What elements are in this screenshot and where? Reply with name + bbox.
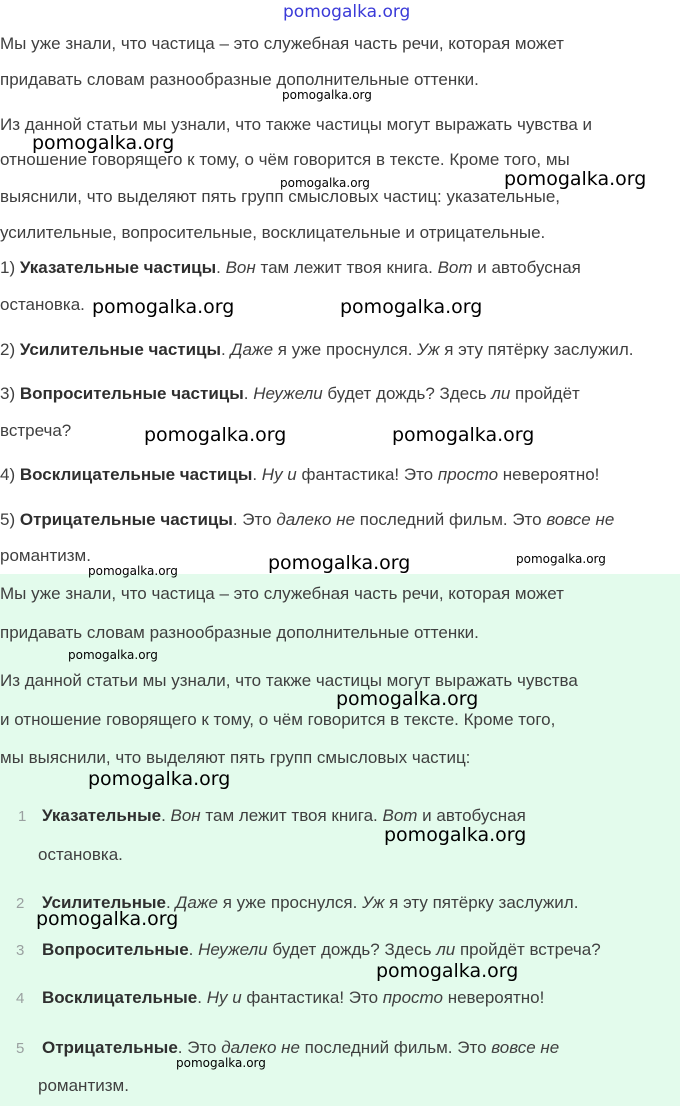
particle-example: Даже xyxy=(175,893,218,912)
watermark: pomogalka.org xyxy=(88,564,178,578)
s1-para1-line1: Мы уже знали, что частица – это служебная часть речи, которая может xyxy=(0,34,564,53)
item-title: Восклицательные xyxy=(42,988,198,1007)
item-title: Отрицательные частицы xyxy=(19,510,233,529)
particle-example: далеко не xyxy=(221,1038,300,1057)
s2-item-3-line1 xyxy=(42,940,601,960)
item-title: Вопросительные xyxy=(42,940,189,959)
particle-example: вовсе не xyxy=(546,510,615,529)
site-watermark[interactable]: pomogalka.org xyxy=(283,2,411,22)
s1-item-5-line2 xyxy=(0,546,91,566)
s1-item-1-line1 xyxy=(0,258,581,278)
s1-item-1-line2 xyxy=(0,295,85,315)
particle-example: Вот xyxy=(437,258,473,277)
item-prefix: 3) xyxy=(0,384,20,403)
watermark: pomogalka.org xyxy=(282,88,372,102)
s2-para2-line2: и отношение говорящего к тому, о чём говорится в тексте. Кроме того, xyxy=(0,710,556,729)
item-prefix: 2) xyxy=(0,340,20,359)
item-text: я уже проснулся. xyxy=(273,340,418,359)
item-title: Усилительные частицы xyxy=(19,340,222,359)
particle-example: вовсе не xyxy=(491,1038,560,1057)
item-title: Указательные частицы xyxy=(19,258,217,277)
item-text: романтизм. xyxy=(38,1076,129,1095)
s2-para1-line1: Мы уже знали, что частица – это служебная часть речи, которая может xyxy=(0,584,564,603)
item-text: . Это xyxy=(177,1038,222,1057)
particle-example: Даже xyxy=(230,340,274,359)
item-text: будет дождь? Здесь xyxy=(322,384,492,403)
particle-example: Неужели xyxy=(253,384,323,403)
item-text: . xyxy=(252,465,262,484)
watermark: pomogalka.org xyxy=(88,768,231,790)
particle-example: ли xyxy=(436,940,456,959)
particle-example: Вот xyxy=(382,806,418,825)
s1-item-2-line1 xyxy=(0,340,634,360)
s2-item-1-line1 xyxy=(42,806,526,826)
item-text: невероятно! xyxy=(442,988,545,1007)
particle-example: Уж xyxy=(417,340,440,359)
watermark: pomogalka.org xyxy=(336,688,479,710)
s2-item-5-line1 xyxy=(42,1038,559,1058)
item-text: там лежит твоя книга. xyxy=(255,258,438,277)
item-text: будет дождь? Здесь xyxy=(267,940,437,959)
item-title: Восклицательные частицы xyxy=(19,465,253,484)
s2-item-5-number: 5 xyxy=(16,1040,25,1057)
watermark: pomogalka.org xyxy=(280,176,370,190)
item-text: . xyxy=(216,258,226,277)
s2-item-3-number: 3 xyxy=(16,942,25,959)
item-text: фантастика! Это xyxy=(296,465,438,484)
item-text: романтизм. xyxy=(0,546,91,565)
particle-example: Неужели xyxy=(198,940,268,959)
item-text: пройдёт встреча? xyxy=(455,940,601,959)
s1-item-3-line1 xyxy=(0,384,580,404)
item-prefix: 4) xyxy=(0,465,20,484)
watermark: pomogalka.org xyxy=(516,552,606,566)
s1-para2-line3: выяснили, что выделяют пять групп смысловых частиц: указательные, xyxy=(0,187,560,206)
item-text: я эту пятёрку заслужил. xyxy=(439,340,634,359)
s2-para2-line3: мы выяснили, что выделяют пять групп смысловых частиц: xyxy=(0,748,471,767)
watermark: pomogalka.org xyxy=(144,424,287,446)
particle-example: просто xyxy=(382,988,443,1007)
s2-item-4-number: 4 xyxy=(16,990,25,1007)
s2-item-1-number: 1 xyxy=(18,808,27,825)
item-title: Усилительные xyxy=(42,893,166,912)
item-text: . xyxy=(243,384,254,403)
particle-example: ли xyxy=(491,384,511,403)
s2-para2-line1: Из данной статьи мы узнали, что также частицы могут выражать чувства xyxy=(0,671,578,690)
s2-item-5-line2 xyxy=(38,1076,129,1096)
watermark: pomogalka.org xyxy=(36,908,179,930)
particle-example: Уж xyxy=(362,893,385,912)
watermark: pomogalka.org xyxy=(32,132,175,154)
watermark: pomogalka.org xyxy=(68,648,158,662)
watermark: pomogalka.org xyxy=(92,296,235,318)
item-text: я эту пятёрку заслужил. xyxy=(384,893,579,912)
watermark: pomogalka.org xyxy=(176,1056,266,1070)
item-text: . xyxy=(197,988,207,1007)
particle-example: далеко не xyxy=(276,510,356,529)
item-text: пройдёт xyxy=(510,384,580,403)
s2-para1-line2: придавать словам разнообразные дополнительные оттенки. xyxy=(0,623,479,642)
particle-example: Вон xyxy=(225,258,256,277)
s2-item-4-line1 xyxy=(42,988,544,1008)
item-text: остановка. xyxy=(0,295,85,314)
item-text: . xyxy=(188,940,199,959)
item-text: . xyxy=(165,893,176,912)
item-title: Вопросительные частицы xyxy=(19,384,244,403)
item-title: Отрицательные xyxy=(42,1038,178,1057)
s1-para2-line2: отношение говорящего к тому, о чём говорится в тексте. Кроме того, мы xyxy=(0,150,570,169)
s2-item-1-line2 xyxy=(38,845,123,865)
s1-item-5-line1 xyxy=(0,510,614,530)
item-text: встреча? xyxy=(0,421,72,440)
item-prefix: 1) xyxy=(0,258,20,277)
item-text: невероятно! xyxy=(498,465,600,484)
item-text: и автобусная xyxy=(417,806,526,825)
item-text: там лежит твоя книга. xyxy=(200,806,383,825)
particle-example: просто xyxy=(437,465,499,484)
watermark: pomogalka.org xyxy=(384,824,527,846)
item-prefix: 5) xyxy=(0,510,20,529)
item-text: . xyxy=(221,340,231,359)
s1-item-4-line1 xyxy=(0,465,599,485)
item-text: последний фильм. Это xyxy=(355,510,547,529)
item-text: остановка. xyxy=(38,845,123,864)
item-text: . Это xyxy=(232,510,277,529)
item-text: и автобусная xyxy=(472,258,581,277)
s1-para2-line4: усилительные, вопросительные, восклицательные и отрицательные. xyxy=(0,223,546,242)
watermark: pomogalka.org xyxy=(340,296,483,318)
watermark: pomogalka.org xyxy=(268,552,411,574)
watermark: pomogalka.org xyxy=(376,960,519,982)
item-title: Указательные xyxy=(42,806,162,825)
s1-item-3-line2 xyxy=(0,421,71,441)
particle-example: Вон xyxy=(170,806,201,825)
watermark: pomogalka.org xyxy=(392,424,535,446)
s1-para2-line1: Из данной статьи мы узнали, что также частицы могут выражать чувства и xyxy=(0,115,592,134)
item-text: я уже проснулся. xyxy=(217,893,363,912)
watermark: pomogalka.org xyxy=(504,168,647,190)
s1-para1-line2: придавать словам разнообразные дополнительные оттенки. xyxy=(0,70,479,89)
s2-item-2-number: 2 xyxy=(16,895,25,912)
item-text: фантастика! Это xyxy=(241,988,383,1007)
item-text: последний фильм. Это xyxy=(299,1038,492,1057)
particle-example: Ну и xyxy=(261,465,297,484)
item-text: . xyxy=(161,806,171,825)
particle-example: Ну и xyxy=(206,988,242,1007)
